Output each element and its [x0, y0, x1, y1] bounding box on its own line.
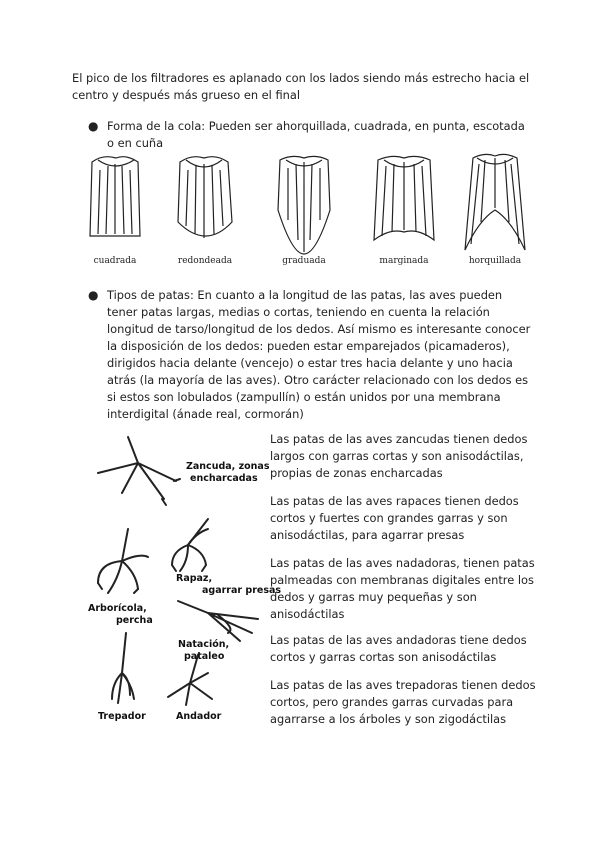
figure-label: Trepador [98, 711, 146, 722]
walker-feet-description: Las patas de las aves andadoras tiene dedos cortos y garras cortas son anisodáctilas [270, 633, 527, 664]
tail-label: graduada [282, 256, 326, 266]
climber-feet-description: Las patas de las aves trepadoras tienen dedos cortos, pero grandes garras curvadas para agarrarse a los árboles y son zigodáctilas [270, 678, 536, 726]
figure-label: Zancuda, zonas [186, 461, 270, 472]
raptor-foot-drawing [172, 519, 208, 571]
walking-foot-drawing [168, 655, 212, 705]
bullet-marker: ● [88, 288, 99, 302]
tail-label: redondeada [177, 256, 233, 266]
figure-label: Andador [176, 711, 222, 722]
tail-shapes-figure [78, 150, 528, 270]
figure-label: Rapaz, [176, 573, 213, 584]
tail-graduated-shape [278, 156, 330, 254]
tail-label: horquillada [468, 256, 522, 266]
tail-rounded-shape [178, 157, 232, 238]
figure-label: pataleo [184, 651, 225, 662]
feet-types-text: Tipos de patas: En cuanto a la longitud de las patas, las aves pueden tener patas largas, medias o cortas, teniendo en cuenta la relación longitud de tarso/longitud de los dedos. Así mismo es interesante conocer la disposición de los dedos: pueden estar emparejados (picamaderos), dirigidos hacia delante (vencejo) o estar tres hacia delante y uno hacia atrás (la mayoría de las aves). Otro carácter relacionado con los dedos es si estos son lobulados (zampullín) o están unidos por una membrana interdigital (ánade real, cormorán) [107, 288, 531, 421]
raptor-feet-description: Las patas de las aves rapaces tienen dedos cortos y fuertes con grandes garras y son anisodáctilas, para agarrar presas [270, 494, 519, 542]
tail-label: cuadrada [93, 256, 137, 266]
figure-label: encharcadas [190, 473, 258, 484]
tail-shape-text: Forma de la cola: Pueden ser ahorquillada, cuadrada, en punta, escotada o en cuña [107, 119, 525, 150]
bullet-marker: ● [88, 119, 99, 133]
climbing-foot-drawing [112, 633, 134, 703]
figure-label: Arborícola, [88, 603, 147, 614]
wader-feet-description: Las patas de las aves zancudas tienen dedos largos con garras cortas y son anisodáctilas, propias de zonas encharcadas [270, 432, 528, 480]
swimming-foot-drawing [178, 601, 258, 641]
figure-label: Natación, [178, 639, 230, 650]
figure-label: percha [116, 615, 153, 626]
tail-forked-shape [465, 154, 525, 250]
figure-label: agarrar presas [202, 585, 282, 596]
bird-feet-figure [68, 433, 282, 723]
swimmer-feet-description: Las patas de las aves nadadoras, tienen patas palmeadas con membranas digitales entre los dedos y garras muy pequeñas y son anisodáctilas [270, 556, 535, 621]
perching-foot-drawing [98, 529, 148, 593]
tail-square-shape [90, 157, 140, 236]
wader-foot-drawing [98, 437, 180, 505]
tail-notched-shape [374, 156, 434, 240]
intro-paragraph: El pico de los filtradores es aplanado con los lados siendo más estrecho hacia el centro y después más grueso en el final [72, 71, 530, 102]
tail-label: marginada [379, 256, 429, 266]
